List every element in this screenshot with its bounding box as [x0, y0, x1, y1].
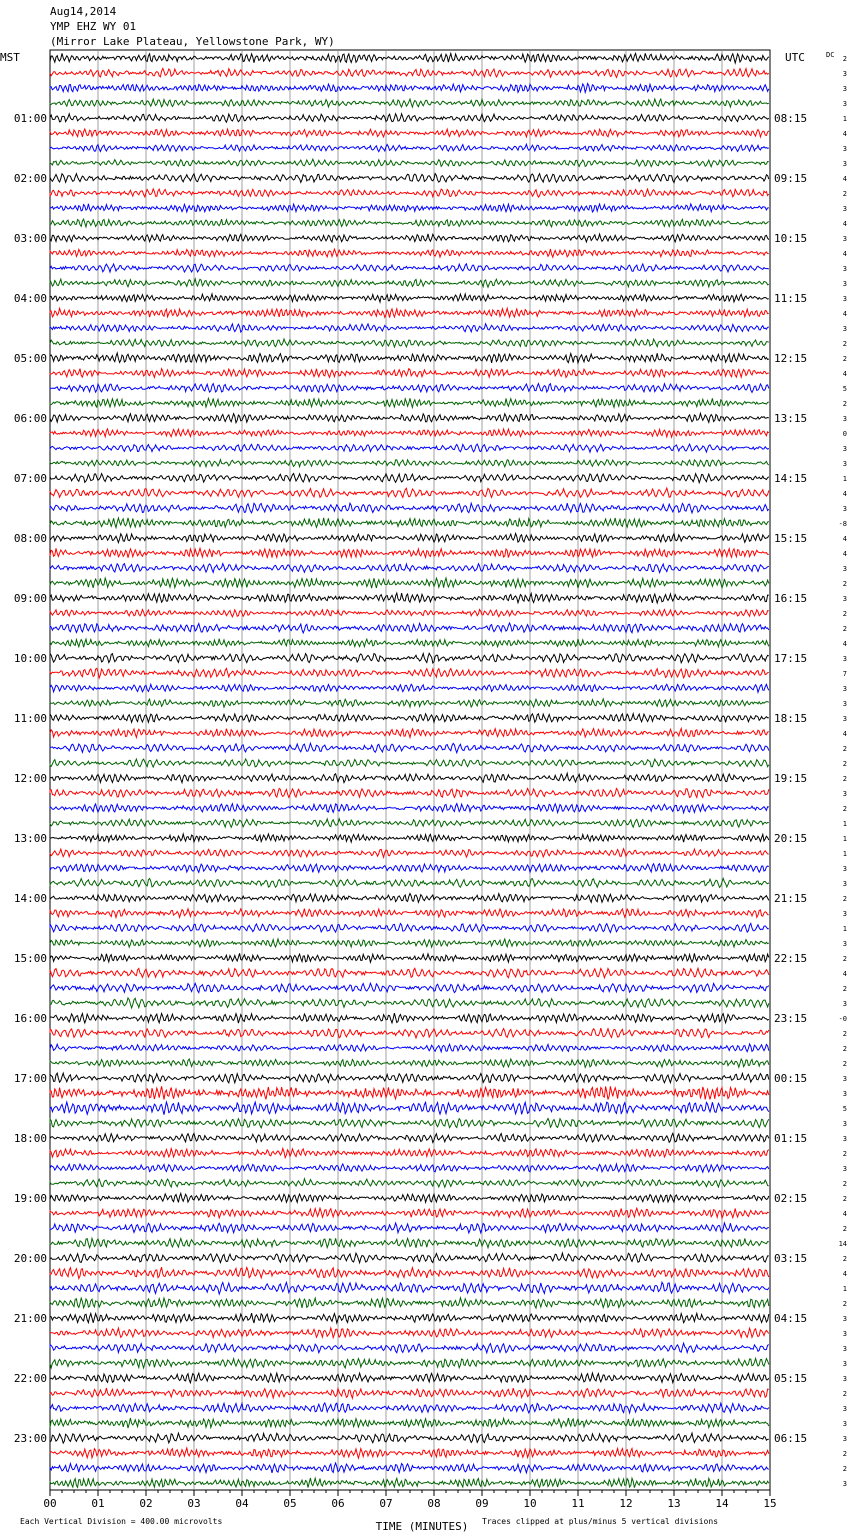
right-hour-label: 06:15 — [774, 1432, 808, 1445]
dc-value: 3 — [842, 1480, 847, 1488]
left-hour-label: 15:00 — [13, 952, 47, 965]
dc-value: 3 — [842, 415, 847, 423]
x-tick-label: 15 — [763, 1497, 777, 1510]
dc-value: 3 — [842, 940, 847, 948]
seismic-trace — [50, 144, 769, 151]
dc-value: 3 — [842, 295, 847, 303]
seismic-trace — [50, 743, 769, 752]
dc-value: 2 — [842, 625, 847, 633]
dc-value: 2 — [842, 190, 847, 198]
seismic-trace — [50, 1328, 769, 1338]
right-hour-label: 03:15 — [774, 1252, 808, 1265]
seismic-trace — [50, 789, 769, 798]
dc-value: 3 — [842, 265, 847, 273]
seismic-trace — [50, 234, 769, 242]
seismic-trace — [50, 308, 769, 317]
x-tick-label: 14 — [715, 1497, 729, 1510]
dc-value: 4 — [842, 220, 847, 228]
footer-clip-note: Traces clipped at plus/minus 5 vertical divisions — [482, 1517, 719, 1526]
dc-value: 14 — [838, 1240, 847, 1248]
seismic-trace — [50, 189, 769, 197]
seismic-trace — [50, 1418, 769, 1428]
dc-value: 4 — [842, 730, 847, 738]
seismic-trace — [50, 1086, 769, 1099]
dc-value: 7 — [842, 670, 847, 678]
right-hour-label: 17:15 — [774, 652, 808, 665]
dc-value: 2 — [842, 1300, 847, 1308]
left-hour-label: 16:00 — [13, 1012, 47, 1025]
x-tick-label: 05 — [283, 1497, 297, 1510]
x-tick-label: 11 — [571, 1497, 585, 1510]
seismic-trace — [50, 653, 769, 663]
dc-value: 3 — [842, 1135, 847, 1143]
right-hour-label: 08:15 — [774, 112, 808, 125]
dc-value: 4 — [842, 250, 847, 258]
seismic-trace — [50, 668, 769, 678]
seismic-trace — [50, 623, 769, 633]
left-hour-label: 01:00 — [13, 112, 47, 125]
seismic-trace — [50, 1208, 769, 1218]
left-hour-label: 03:00 — [13, 232, 47, 245]
seismic-trace — [50, 1013, 769, 1023]
dc-value: 2 — [842, 355, 847, 363]
seismic-trace — [50, 1298, 769, 1308]
seismic-trace — [50, 939, 769, 947]
footer-scale-note: Each Vertical Division = 400.00 microvolts — [20, 1517, 223, 1526]
seismic-trace — [50, 684, 769, 692]
seismic-trace — [50, 1403, 769, 1413]
dc-value: 3 — [842, 700, 847, 708]
seismic-trace — [50, 429, 769, 437]
dc-value: 3 — [842, 205, 847, 213]
x-tick-label: 09 — [475, 1497, 489, 1510]
right-hour-label: 22:15 — [774, 952, 808, 965]
dc-value: 4 — [842, 550, 847, 558]
seismic-trace — [50, 1164, 769, 1172]
dc-value: 2 — [842, 1180, 847, 1188]
right-hour-label: 19:15 — [774, 772, 808, 785]
dc-value: 3 — [842, 910, 847, 918]
right-hour-label: 13:15 — [774, 412, 808, 425]
seismic-trace — [50, 369, 769, 378]
seismic-trace — [50, 353, 769, 363]
seismic-trace — [50, 1149, 769, 1158]
seismic-trace — [50, 953, 769, 962]
seismic-trace — [50, 1133, 769, 1142]
seismic-trace — [50, 639, 769, 647]
dc-value: 4 — [842, 1210, 847, 1218]
dc-value: 3 — [842, 280, 847, 288]
dc-value: 2 — [842, 1030, 847, 1038]
left-hour-label: 11:00 — [13, 712, 47, 725]
seismic-trace — [50, 384, 769, 393]
seismic-trace — [50, 578, 769, 588]
left-hour-label: 07:00 — [13, 472, 47, 485]
dc-value: 3 — [842, 565, 847, 573]
x-tick-label: 06 — [331, 1497, 345, 1510]
dc-value: 4 — [842, 370, 847, 378]
seismic-trace — [50, 819, 769, 828]
right-hour-label: 10:15 — [774, 232, 808, 245]
dc-value: 2 — [842, 805, 847, 813]
seismic-trace — [50, 174, 769, 183]
dc-value: 3 — [842, 460, 847, 468]
dc-value: 1 — [842, 1285, 847, 1293]
dc-value: 3 — [842, 445, 847, 453]
x-axis-label: TIME (MINUTES) — [375, 1520, 469, 1533]
left-hour-label: 13:00 — [13, 832, 47, 845]
dc-value: 3 — [842, 160, 847, 168]
dc-value: 4 — [842, 175, 847, 183]
x-tick-label: 00 — [43, 1497, 57, 1510]
seismic-trace — [50, 878, 769, 887]
seismic-trace — [50, 729, 769, 738]
dc-value: 5 — [842, 1105, 847, 1113]
dc-value: 2 — [842, 340, 847, 348]
seismic-trace — [50, 279, 769, 287]
x-tick-label: 08 — [427, 1497, 441, 1510]
seismic-trace — [50, 1478, 769, 1488]
left-hour-label: 23:00 — [13, 1432, 47, 1445]
x-tick-label: 04 — [235, 1497, 249, 1510]
seismic-trace — [50, 968, 769, 978]
seismic-trace — [50, 1253, 769, 1263]
dc-value: 2 — [842, 1045, 847, 1053]
seismic-trace — [50, 1238, 769, 1247]
left-hour-label: 14:00 — [13, 892, 47, 905]
dc-value: 5 — [842, 385, 847, 393]
seismic-trace — [50, 1267, 769, 1278]
seismic-trace — [50, 1059, 769, 1067]
dc-value: 2 — [842, 1450, 847, 1458]
x-tick-label: 10 — [523, 1497, 537, 1510]
dc-value: 3 — [842, 1330, 847, 1338]
seismic-trace — [50, 1373, 769, 1383]
x-tick-label: 07 — [379, 1497, 393, 1510]
x-tick-label: 13 — [667, 1497, 681, 1510]
seismic-trace — [50, 1448, 769, 1458]
seismic-trace — [50, 699, 769, 707]
left-hour-label: 08:00 — [13, 532, 47, 545]
dc-value: 3 — [842, 1000, 847, 1008]
right-hour-label: 09:15 — [774, 172, 808, 185]
dc-value: 2 — [842, 760, 847, 768]
dc-value: 1 — [842, 820, 847, 828]
seismic-trace — [50, 84, 769, 93]
dc-value: 2 — [842, 775, 847, 783]
left-hour-label: 18:00 — [13, 1132, 47, 1145]
seismic-trace — [50, 444, 769, 452]
dc-value: 2 — [842, 580, 847, 588]
seismic-trace — [50, 1313, 769, 1323]
right-hour-label: 20:15 — [774, 832, 808, 845]
right-hour-label: 23:15 — [774, 1012, 808, 1025]
dc-value: 3 — [842, 1375, 847, 1383]
seismic-trace — [50, 53, 769, 63]
right-hour-label: 04:15 — [774, 1312, 808, 1325]
dc-value: 3 — [842, 880, 847, 888]
seismic-trace — [50, 1119, 769, 1128]
right-hour-label: 15:15 — [774, 532, 808, 545]
dc-value: -0 — [838, 1015, 847, 1023]
seismic-trace — [50, 593, 769, 603]
seismic-trace — [50, 503, 769, 513]
seismic-trace — [50, 909, 769, 918]
dc-value: 0 — [842, 430, 847, 438]
x-tick-label: 03 — [187, 1497, 201, 1510]
seismic-trace — [50, 413, 769, 422]
seismic-trace — [50, 264, 769, 272]
dc-value: 2 — [842, 745, 847, 753]
dc-value: 4 — [842, 310, 847, 318]
dc-value: 2 — [842, 55, 847, 63]
seismic-trace — [50, 398, 769, 407]
seismic-trace — [50, 339, 769, 347]
left-timezone-label: MST — [0, 51, 20, 64]
dc-value: 1 — [842, 115, 847, 123]
seismic-trace — [50, 1102, 769, 1115]
seismic-trace — [50, 894, 769, 903]
seismic-trace — [50, 114, 769, 123]
left-hour-label: 10:00 — [13, 652, 47, 665]
dc-value: 2 — [842, 610, 847, 618]
dc-value: 3 — [842, 1120, 847, 1128]
seismic-trace — [50, 159, 769, 166]
seismic-trace — [50, 849, 769, 858]
dc-value: 3 — [842, 235, 847, 243]
dc-value: 2 — [842, 1465, 847, 1473]
dc-value: 3 — [842, 1435, 847, 1443]
left-hour-label: 12:00 — [13, 772, 47, 785]
dc-value: 3 — [842, 1075, 847, 1083]
seismic-trace — [50, 864, 769, 873]
seismic-trace — [50, 534, 769, 543]
seismic-trace — [50, 1388, 769, 1398]
dc-value: 3 — [842, 1165, 847, 1173]
dc-value: 3 — [842, 145, 847, 153]
seismic-trace — [50, 1044, 769, 1052]
seismic-trace — [50, 1223, 769, 1233]
seismic-trace — [50, 324, 769, 332]
dc-value: 4 — [842, 535, 847, 543]
dc-value: 2 — [842, 1195, 847, 1203]
left-hour-label: 20:00 — [13, 1252, 47, 1265]
right-hour-label: 01:15 — [774, 1132, 808, 1145]
seismic-trace — [50, 998, 769, 1008]
right-hour-label: 12:15 — [774, 352, 808, 365]
dc-value: 3 — [842, 325, 847, 333]
dc-value: 2 — [842, 895, 847, 903]
left-hour-label: 22:00 — [13, 1372, 47, 1385]
right-hour-label: 21:15 — [774, 892, 808, 905]
seismic-trace — [50, 99, 769, 107]
dc-value: 3 — [842, 655, 847, 663]
right-hour-label: 14:15 — [774, 472, 808, 485]
seismic-trace — [50, 460, 769, 467]
seismic-trace — [50, 834, 769, 842]
right-hour-label: 05:15 — [774, 1372, 808, 1385]
seismic-trace — [50, 548, 769, 557]
seismic-trace — [50, 204, 769, 212]
x-tick-label: 12 — [619, 1497, 633, 1510]
dc-value: 3 — [842, 505, 847, 513]
dc-value: 3 — [842, 1090, 847, 1098]
dc-value: 2 — [842, 1255, 847, 1263]
dc-value: 3 — [842, 790, 847, 798]
seismic-trace — [50, 610, 769, 617]
seismic-trace — [50, 1463, 769, 1473]
seismic-trace — [50, 219, 769, 227]
dc-value: 3 — [842, 1405, 847, 1413]
seismic-trace — [50, 1179, 769, 1187]
dc-value: 3 — [842, 1345, 847, 1353]
dc-value: 2 — [842, 1225, 847, 1233]
seismic-trace — [50, 1028, 769, 1038]
dc-value: 1 — [842, 850, 847, 858]
dc-value: 1 — [842, 475, 847, 483]
seismic-trace — [50, 249, 769, 257]
left-hour-label: 04:00 — [13, 292, 47, 305]
seismic-trace — [50, 1433, 769, 1443]
seismic-trace — [50, 564, 769, 573]
left-hour-label: 05:00 — [13, 352, 47, 365]
dc-value: 1 — [842, 925, 847, 933]
left-hour-label: 17:00 — [13, 1072, 47, 1085]
left-hour-label: 06:00 — [13, 412, 47, 425]
location-label: (Mirror Lake Plateau, Yellowstone Park, WY) — [50, 35, 335, 48]
seismic-trace — [50, 1073, 769, 1083]
dc-value: 2 — [842, 400, 847, 408]
seismic-trace — [50, 714, 769, 723]
dc-value: 4 — [842, 1270, 847, 1278]
dc-value: 3 — [842, 865, 847, 873]
seismic-trace — [50, 923, 769, 932]
right-hour-label: 02:15 — [774, 1192, 808, 1205]
dc-value: 1 — [842, 835, 847, 843]
seismic-trace — [50, 759, 769, 767]
dc-value: 4 — [842, 130, 847, 138]
right-hour-label: 18:15 — [774, 712, 808, 725]
station-label: YMP EHZ WY 01 — [50, 20, 137, 33]
seismic-trace — [50, 518, 769, 528]
plot-frame — [50, 50, 770, 1490]
left-hour-label: 21:00 — [13, 1312, 47, 1325]
right-timezone-label: UTC — [785, 51, 805, 64]
seismic-trace — [50, 1193, 769, 1202]
dc-value: 3 — [842, 85, 847, 93]
seismic-trace — [50, 1343, 769, 1353]
seismic-trace — [50, 129, 769, 137]
dc-value: 3 — [842, 685, 847, 693]
right-hour-label: 11:15 — [774, 292, 808, 305]
dc-value: 4 — [842, 970, 847, 978]
seismic-trace — [50, 294, 769, 302]
dc-value: 3 — [842, 100, 847, 108]
seismic-trace — [50, 773, 769, 782]
dc-value: 3 — [842, 1360, 847, 1368]
dc-value: 3 — [842, 595, 847, 603]
dc-value: 2 — [842, 985, 847, 993]
left-hour-label: 02:00 — [13, 172, 47, 185]
dc-value: 3 — [842, 715, 847, 723]
right-hour-label: 00:15 — [774, 1072, 808, 1085]
dc-value: 3 — [842, 1315, 847, 1323]
seismic-trace — [50, 1282, 769, 1294]
date-label: Aug14,2014 — [50, 5, 117, 18]
right-hour-label: 16:15 — [774, 592, 808, 605]
dc-label: DC — [826, 51, 835, 59]
seismic-trace — [50, 1358, 769, 1368]
seismic-trace — [50, 804, 769, 813]
dc-value: 4 — [842, 490, 847, 498]
seismic-trace — [50, 68, 769, 77]
dc-value: 4 — [842, 640, 847, 648]
left-hour-label: 09:00 — [13, 592, 47, 605]
dc-value: 2 — [842, 1390, 847, 1398]
x-tick-label: 02 — [139, 1497, 153, 1510]
left-hour-label: 19:00 — [13, 1192, 47, 1205]
dc-value: 2 — [842, 1150, 847, 1158]
seismic-trace — [50, 983, 769, 992]
x-tick-label: 01 — [91, 1497, 105, 1510]
seismic-trace — [50, 474, 769, 483]
dc-value: -8 — [838, 520, 847, 528]
seismic-trace — [50, 488, 769, 497]
dc-value: 2 — [842, 955, 847, 963]
dc-value: 3 — [842, 70, 847, 78]
dc-value: 2 — [842, 1060, 847, 1068]
dc-value: 3 — [842, 1420, 847, 1428]
